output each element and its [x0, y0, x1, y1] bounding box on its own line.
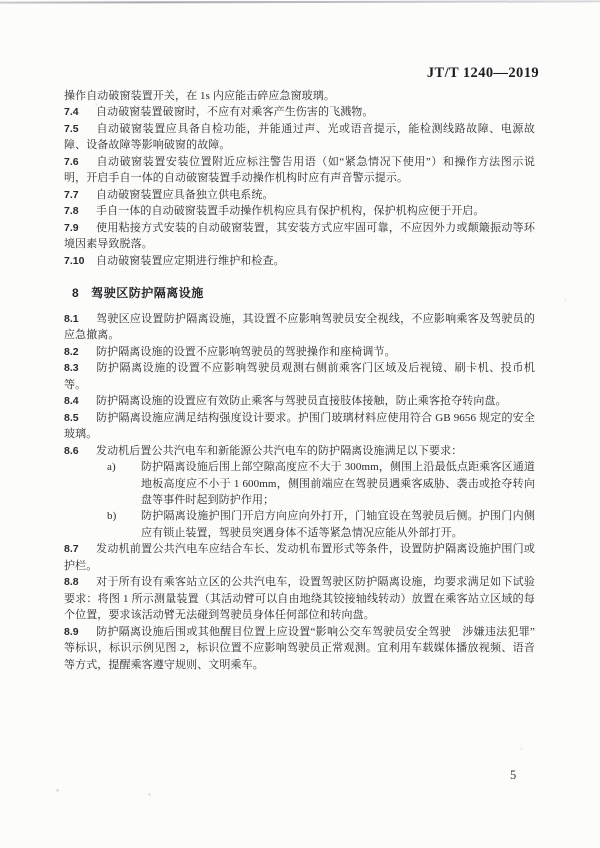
- clause-text: 使用粘接方式安装的自动破窗装置，其安装方式应牢固可靠，不应因外力或颠簸振动等环境因素导致脱落。: [64, 221, 535, 251]
- clause-number: 7.7: [64, 188, 79, 201]
- clause-number: 7.4: [64, 106, 79, 119]
- clause-text: 对于所有设有乘客站立区的公共汽电车，设置驾驶区防护隔离设施，均要求满足如下试验要求：将图 1 所示测量装置（其活动臂可以自由地绕其铰接轴线转动）放置在乘客站立区域的每个位置，要求该活动臂无法碰到驾驶员身体任何部位和转向盘。: [64, 576, 535, 622]
- standard-number-header: JT/T 1240—2019: [426, 65, 539, 81]
- clause-8-2: [64, 344, 535, 360]
- clause-number: 7.10: [64, 254, 85, 267]
- section-7-block: [64, 88, 535, 269]
- clause-text: 操作自动破窗装置开关，在 1s 内应能击碎应急窗玻璃。: [64, 90, 335, 102]
- clause-number: 7.9: [64, 221, 79, 234]
- section-title: 驾驶区防护隔离设施: [91, 286, 204, 300]
- clause-number: 8.4: [64, 395, 79, 408]
- clause-text: 自动破窗装置应具备独立供电系统。: [96, 188, 274, 201]
- clause-number: 7.8: [64, 205, 79, 218]
- clause-7-7: [64, 187, 535, 203]
- clause-8-9: [64, 624, 535, 673]
- clause-text: 驾驶区应设置防护隔离设施，其设置不应影响驾驶员安全视线，不应影响乘客及驾驶员的应急撤离。: [64, 313, 535, 342]
- clause-8-6: [64, 443, 535, 459]
- scan-edge-line: [0, 0, 600, 3]
- clause-text: 发动机后置公共汽电车和新能源公共汽电车的防护隔离设施满足以下要求：: [96, 444, 463, 457]
- clause-7-10: [64, 253, 535, 269]
- clause-7-6: [64, 154, 535, 187]
- list-marker: b): [107, 510, 117, 523]
- section-8-heading: [72, 284, 204, 301]
- clause-text: 自动破窗装置应定期进行维护和检查。: [96, 254, 285, 267]
- clause-number: 8.6: [64, 444, 79, 457]
- clause-8-8: [64, 574, 535, 623]
- page-number: 5: [510, 768, 517, 782]
- clause-7-4: [64, 104, 535, 120]
- clause-number: 8.5: [64, 411, 79, 424]
- clause-number: 8.9: [64, 625, 79, 638]
- clause-8-1: [64, 311, 535, 344]
- clause-8-6-item-a: [64, 459, 535, 508]
- clause-text: 防护隔离设施后围或其他醒目位置上应设置“影响公交车驾驶员安全驾驶 涉嫌违法犯罪”等标识，标识示例见图 2，标识位置不应影响驾驶员正常观测。宜利用车载媒体播放视频、语音等方式，提醒乘客遵守规则、文明乘车。: [64, 625, 535, 671]
- clause-number: 7.5: [64, 122, 79, 135]
- clause-text: 自动破窗装置应具备自检功能，并能通过声、光或语音提示，能检测线路故障、电源故障、设备故障等影响破窗的故障。: [64, 122, 535, 152]
- clause-number: 8.2: [64, 345, 79, 358]
- clause-text: 防护隔离设施的设置不应影响驾驶员的驾驶操作和座椅调节。: [96, 345, 396, 358]
- clause-text: 防护隔离设施的设置不应影响驾驶员观测右侧前乘客门区域及后视镜、刷卡机、投币机等。: [64, 362, 535, 391]
- section-8-block: [64, 311, 535, 673]
- clause-text: 自动破窗装置安装位置附近应标注警告用语（如“紧急情况下使用”）和操作方法图示说明，开启手自一体的自动破窗装置手动操作机构时应有声音警示提示。: [64, 155, 535, 185]
- section-number: 8: [72, 286, 80, 300]
- clause-number: 8.7: [64, 543, 79, 556]
- clause-text: 防护隔离设施的设置应有效防止乘客与驾驶员直接肢体接触，防止乘客抢夺转向盘。: [96, 395, 507, 408]
- scan-specks: [0, 0, 1, 1]
- list-marker: a): [107, 461, 116, 474]
- clause-number: 8.3: [64, 362, 79, 375]
- clause-text: 防护隔离设施应满足结构强度设计要求。护围门玻璃材料应使用符合 GB 9656 规定的安全玻璃。: [64, 411, 535, 441]
- clause-7-continuation: [64, 88, 535, 104]
- clause-text: 发动机前置公共汽电车应结合车长、发动机布置形式等条件，设置防护隔离设施护围门或护栏。: [64, 543, 535, 572]
- clause-7-5: [64, 121, 535, 154]
- clause-8-3: [64, 360, 535, 393]
- clause-number: 8.1: [64, 313, 79, 325]
- clause-text: 手自一体的自动破窗装置手动操作机构应具有保护机构，保护机构应便于开启。: [96, 205, 485, 218]
- clause-8-4: [64, 393, 535, 409]
- list-text: 防护隔离设施护围门开启方向应向外打开，门轴宜设在驾驶员后侧。护围门内侧应有锁止装置，驾驶员突遇身体不适等紧急情况应能从外部打开。: [141, 510, 535, 539]
- clause-number: 8.8: [64, 576, 79, 589]
- clause-number: 7.6: [64, 155, 79, 168]
- clause-8-6-item-b: [64, 508, 535, 541]
- clause-8-5: [64, 410, 535, 443]
- clause-8-7: [64, 541, 535, 574]
- clause-text: 自动破窗装置破窗时，不应有对乘客产生伤害的飞溅物。: [96, 106, 374, 119]
- list-text: 防护隔离设施后围上部空隙高度应不大于 300mm，侧围上沿最低点距乘客区通道地板高度应不小于 1 600mm，侧围前端应在驾驶员遇乘客威胁、袭击或抢夺转向盘等事件时起到防护作用；: [141, 461, 535, 506]
- clause-7-8: [64, 203, 535, 219]
- clause-7-9: [64, 220, 535, 253]
